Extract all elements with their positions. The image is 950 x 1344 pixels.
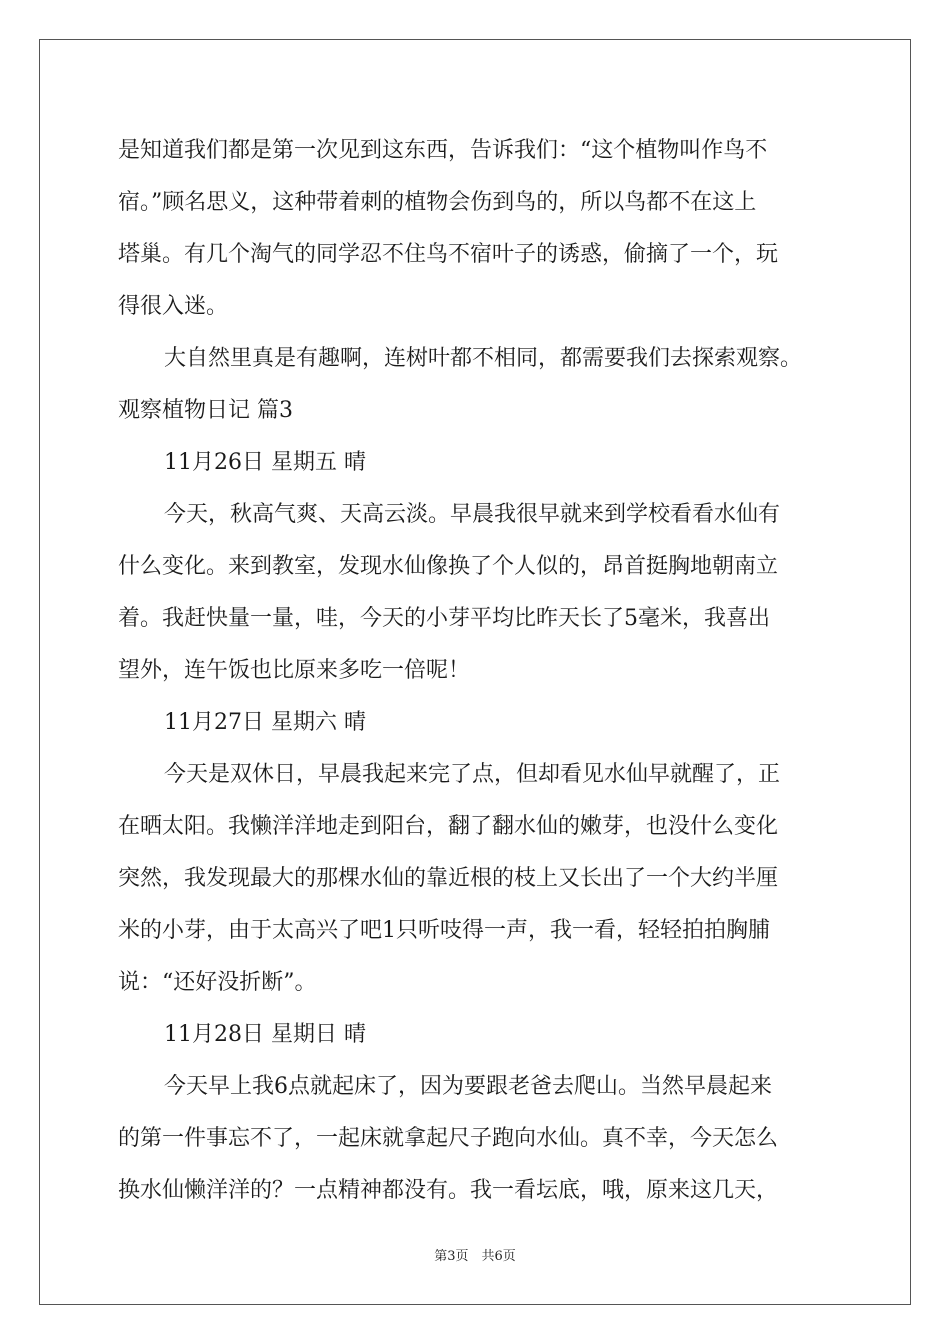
section-heading: 观察植物日记 篇3 [118,398,293,423]
text-line: 米的小芽，由于太高兴了吧1只听吱得一声，我一看，轻轻拍拍胸脯 [118,918,770,943]
date-line: 11月26日 星期五 晴 [164,450,366,475]
text-line: 在晒太阳。我懒洋洋地走到阳台，翻了翻水仙的嫩芽，也没什么变化 [118,814,779,839]
text-line: 是知道我们都是第一次见到这东西，告诉我们：“这个植物叫作鸟不 [118,138,768,163]
text-line: 宿。”顾名思义，这种带着刺的植物会伤到鸟的，所以鸟都不在这上 [118,190,757,215]
text-line: 着。我赶快量一量，哇，今天的小芽平均比昨天长了5毫米，我喜出 [118,606,770,631]
text-line: 的第一件事忘不了，一起床就拿起尺子跑向水仙。真不幸，今天怎么 [118,1126,779,1151]
text-line: 望外，连午饭也比原来多吃一倍呢！ [118,658,471,683]
page-number-footer: 第3页 共6页 [434,1249,516,1264]
text-line: 今天早上我6点就起床了，因为要跟老爸去爬山。当然早晨起来 [164,1074,772,1099]
text-line: 得很入迷。 [118,294,229,319]
text-line: 今天是双休日，早晨我起来完了点，但却看见水仙早就醒了，正 [164,762,781,787]
text-line: 说：“还好没折断”。 [118,970,317,995]
text-line: 塔巢。有几个淘气的同学忍不住鸟不宿叶子的诱惑，偷摘了一个，玩 [118,242,779,267]
date-line: 11月28日 星期日 晴 [164,1022,366,1047]
text-line: 大自然里真是有趣啊，连树叶都不相同，都需要我们去探索观察。 [164,346,803,371]
text-line: 什么变化。来到教室，发现水仙像换了个人似的，昂首挺胸地朝南立 [118,554,779,579]
text-line: 今天，秋高气爽、天高云淡。早晨我很早就来到学校看看水仙有 [164,502,781,527]
text-line: 突然，我发现最大的那棵水仙的靠近根的枝上又长出了一个大约半厘 [118,866,779,891]
date-line: 11月27日 星期六 晴 [164,710,366,735]
text-line: 换水仙懒洋洋的？一点精神都没有。我一看坛底，哦，原来这几天， [118,1178,779,1203]
document-body [118,125,838,1217]
